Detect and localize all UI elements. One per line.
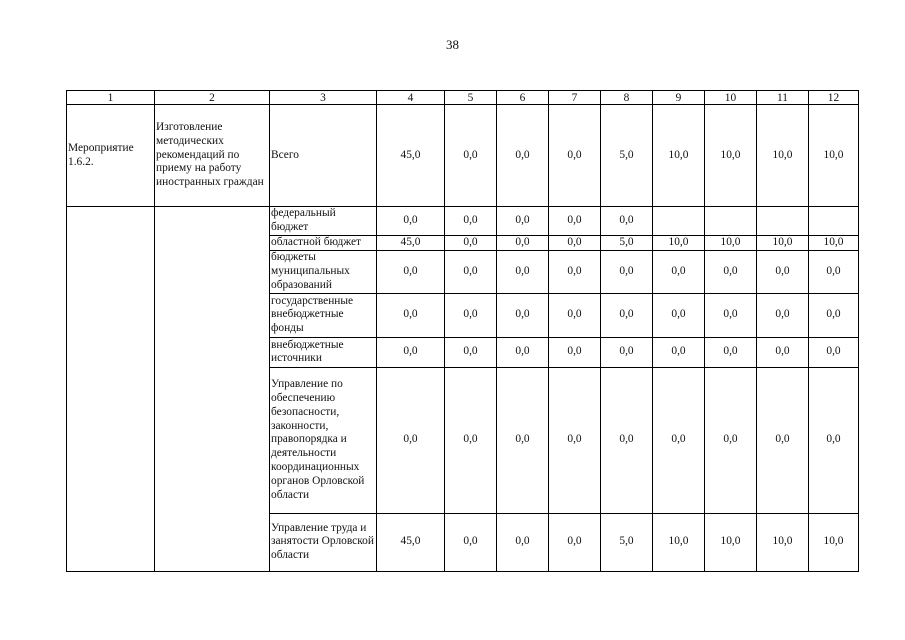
value-cell: 0,0 [497,293,549,337]
column-header-2: 2 [155,91,270,105]
value-cell: 0,0 [497,105,549,207]
value-cell: 5,0 [601,513,653,571]
column-header-10: 10 [705,91,757,105]
column-header-1: 1 [67,91,155,105]
value-cell: 0,0 [377,337,445,367]
header-row [67,91,859,105]
value-cell: 0,0 [601,207,653,236]
value-cell: 0,0 [757,250,809,293]
value-cell: 0,0 [445,293,497,337]
row-label: бюджеты муниципальных образований [270,250,377,293]
column-header-6: 6 [497,91,549,105]
value-cell: 0,0 [445,236,497,251]
value-cell: 45,0 [377,105,445,207]
budget-table [66,90,859,572]
value-cell: 0,0 [601,293,653,337]
value-cell: 0,0 [377,250,445,293]
column-header-4: 4 [377,91,445,105]
value-cell: 0,0 [445,250,497,293]
value-cell: 0,0 [549,105,601,207]
value-cell: 0,0 [549,513,601,571]
value-cell: 0,0 [549,367,601,513]
row-label: внебюджетные источники [270,337,377,367]
value-cell: 0,0 [377,367,445,513]
activity-name: Изготовление методических рекомендаций по приему на работу иностранных граждан [155,105,270,207]
value-cell: 10,0 [705,236,757,251]
value-cell: 0,0 [705,367,757,513]
value-cell: 0,0 [497,236,549,251]
value-cell: 0,0 [549,207,601,236]
value-cell: 0,0 [653,337,705,367]
merged-empty-cell [67,207,155,572]
column-header-5: 5 [445,91,497,105]
value-cell: 0,0 [445,367,497,513]
value-cell: 0,0 [601,367,653,513]
value-cell: 10,0 [757,105,809,207]
value-cell: 0,0 [653,367,705,513]
value-cell: 10,0 [757,236,809,251]
value-cell: 0,0 [549,250,601,293]
value-cell: 0,0 [445,513,497,571]
value-cell: 0,0 [497,337,549,367]
value-cell: 10,0 [653,513,705,571]
table-row [67,207,859,236]
value-cell: 0,0 [549,293,601,337]
value-cell: 0,0 [497,367,549,513]
merged-empty-cell [155,207,270,572]
column-header-3: 3 [270,91,377,105]
value-cell: 0,0 [601,337,653,367]
value-cell: 10,0 [653,236,705,251]
page-number: 38 [446,37,459,52]
value-cell: 10,0 [809,105,859,207]
value-cell: 0,0 [601,250,653,293]
value-cell: 0,0 [705,250,757,293]
value-cell: 10,0 [809,513,859,571]
value-cell: 10,0 [809,236,859,251]
value-cell: 0,0 [809,367,859,513]
value-cell: 0,0 [445,105,497,207]
activity-code: Мероприятие 1.6.2. [67,105,155,207]
row-label: областной бюджет [270,236,377,251]
value-cell: 0,0 [809,250,859,293]
value-cell [705,207,757,236]
table-row-total [67,105,859,207]
value-cell: 0,0 [377,293,445,337]
value-cell: 0,0 [705,337,757,367]
column-header-7: 7 [549,91,601,105]
value-cell: 0,0 [757,367,809,513]
value-cell: 0,0 [757,293,809,337]
value-cell: 10,0 [705,105,757,207]
value-cell: 45,0 [377,513,445,571]
column-header-12: 12 [809,91,859,105]
row-label: федеральный бюджет [270,207,377,236]
column-header-9: 9 [653,91,705,105]
value-cell: 0,0 [653,293,705,337]
row-label: Всего [270,105,377,207]
value-cell: 0,0 [497,250,549,293]
value-cell: 0,0 [653,250,705,293]
value-cell: 0,0 [757,337,809,367]
value-cell: 0,0 [445,207,497,236]
value-cell: 10,0 [757,513,809,571]
value-cell: 5,0 [601,236,653,251]
row-label: Управление труда и занятости Орловской области [270,513,377,571]
value-cell: 45,0 [377,236,445,251]
value-cell: 10,0 [653,105,705,207]
value-cell [809,207,859,236]
value-cell: 0,0 [497,513,549,571]
value-cell: 0,0 [549,337,601,367]
row-label: государственные внебюджетные фонды [270,293,377,337]
value-cell: 5,0 [601,105,653,207]
value-cell [757,207,809,236]
value-cell: 0,0 [809,337,859,367]
column-header-8: 8 [601,91,653,105]
value-cell: 0,0 [705,293,757,337]
row-label: Управление по обеспечению безопасности, законности, правопорядка и деятельности координационных органов Орловской области [270,367,377,513]
value-cell: 0,0 [377,207,445,236]
value-cell [653,207,705,236]
value-cell: 0,0 [497,207,549,236]
value-cell: 10,0 [705,513,757,571]
value-cell: 0,0 [549,236,601,251]
value-cell: 0,0 [809,293,859,337]
column-header-11: 11 [757,91,809,105]
value-cell: 0,0 [445,337,497,367]
